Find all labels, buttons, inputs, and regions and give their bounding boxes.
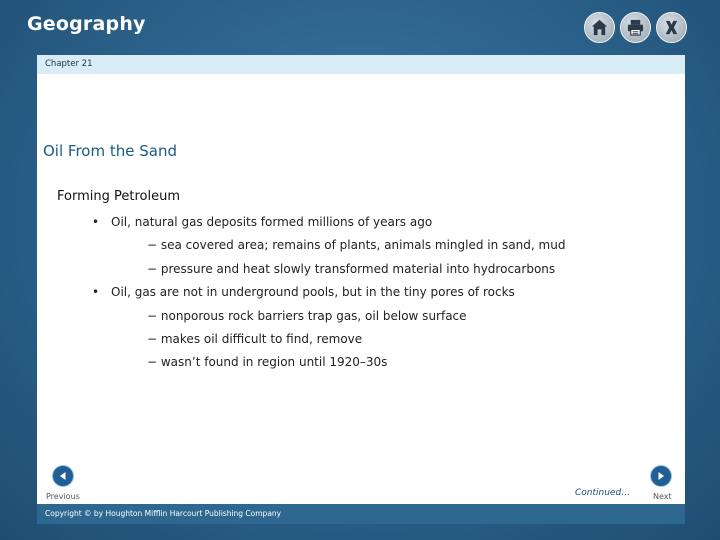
previous-label: Previous bbox=[46, 492, 80, 501]
footer-bar bbox=[37, 504, 685, 524]
sub-bullet-item: − pressure and heat slowly transformed material into hydrocarbons bbox=[147, 262, 556, 276]
bullet-item: Oil, natural gas deposits formed millions of years ago bbox=[111, 215, 433, 229]
sub-bullet-item: − wasn’t found in region until 1920–30s bbox=[147, 355, 388, 369]
chapter-label: Chapter 21 bbox=[45, 59, 93, 69]
slide-title: Oil From the Sand bbox=[43, 142, 177, 160]
home-icon bbox=[590, 18, 609, 37]
continued-label: Continued… bbox=[575, 488, 631, 498]
bullet-icon: • bbox=[92, 285, 100, 299]
next-button[interactable] bbox=[650, 465, 672, 487]
bullet-icon: • bbox=[92, 215, 100, 229]
chapter-bar bbox=[37, 55, 685, 74]
home-button[interactable] bbox=[584, 12, 615, 43]
triangle-right-icon bbox=[656, 471, 666, 481]
close-x-icon bbox=[662, 18, 681, 37]
close-button[interactable] bbox=[656, 12, 687, 43]
sub-bullet-item: − nonporous rock barriers trap gas, oil below surface bbox=[147, 309, 467, 323]
printer-icon bbox=[626, 18, 645, 37]
sub-bullet-item: − makes oil difficult to find, remove bbox=[147, 332, 363, 346]
section-heading: Forming Petroleum bbox=[57, 189, 180, 204]
print-button[interactable] bbox=[620, 12, 651, 43]
bullet-item: Oil, gas are not in underground pools, but in the tiny pores of rocks bbox=[111, 285, 515, 299]
copyright-text: Copyright © by Houghton Mifflin Harcourt Publishing Company bbox=[45, 509, 282, 518]
sub-bullet-item: − sea covered area; remains of plants, animals mingled in sand, mud bbox=[147, 238, 566, 252]
triangle-left-icon bbox=[58, 471, 68, 481]
previous-button[interactable] bbox=[52, 465, 74, 487]
next-label: Next bbox=[653, 492, 672, 501]
app-title: Geography bbox=[27, 13, 146, 35]
